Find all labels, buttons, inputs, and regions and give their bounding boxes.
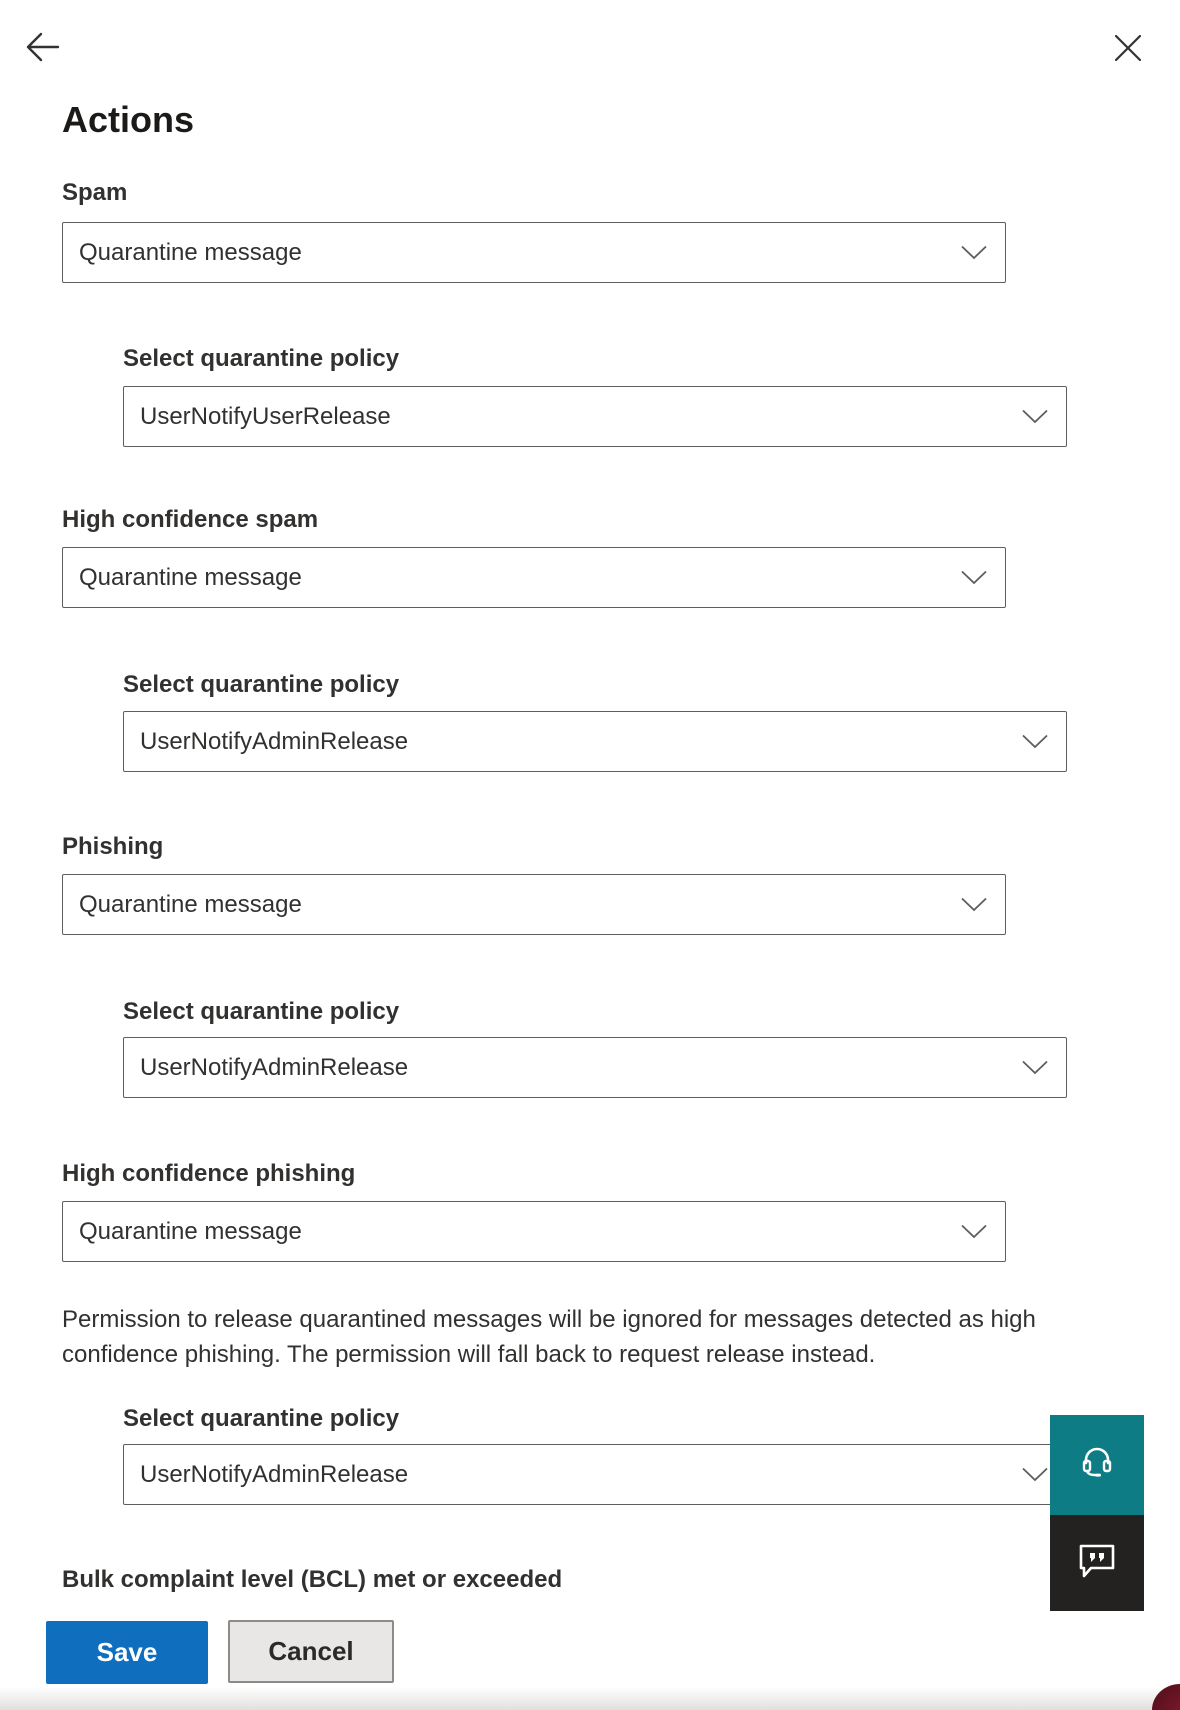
feedback-button[interactable] <box>1050 1515 1144 1611</box>
chevron-down-icon <box>961 245 987 260</box>
label-spam-quarantine-policy: Select quarantine policy <box>123 345 400 372</box>
dropdown-hcs-quarantine-policy-value: UserNotifyAdminRelease <box>140 727 409 755</box>
label-spam: Spam <box>62 179 128 206</box>
chevron-down-icon <box>1022 1060 1048 1075</box>
dropdown-phishing-quarantine-policy-value: UserNotifyAdminRelease <box>140 1053 409 1081</box>
label-phishing-quarantine-policy: Select quarantine policy <box>123 998 400 1025</box>
label-bulk-complaint-level: Bulk complaint level (BCL) met or exceeded <box>62 1566 563 1593</box>
dropdown-spam-quarantine-policy[interactable] <box>123 386 1067 447</box>
label-bulk-complaint-level-clipped <box>62 1565 762 1594</box>
help-support-button[interactable] <box>1050 1415 1144 1515</box>
back-button[interactable] <box>20 25 66 71</box>
chevron-down-icon <box>961 897 987 912</box>
back-arrow-icon <box>24 30 62 67</box>
dropdown-spam-action-value: Quarantine message <box>79 238 302 266</box>
chat-feedback-icon <box>1076 1541 1118 1586</box>
label-hcs-quarantine-policy: Select quarantine policy <box>123 671 400 698</box>
chevron-down-icon <box>1022 409 1048 424</box>
cancel-button[interactable]: Cancel <box>228 1620 394 1683</box>
dropdown-spam-quarantine-policy-value: UserNotifyUserRelease <box>140 402 391 430</box>
label-high-confidence-spam: High confidence spam <box>62 506 319 533</box>
label-high-confidence-phishing: High confidence phishing <box>62 1160 356 1187</box>
dropdown-high-confidence-spam-action[interactable] <box>62 547 1006 608</box>
dropdown-spam-action[interactable] <box>62 222 1006 283</box>
dropdown-hcp-quarantine-policy-value: UserNotifyAdminRelease <box>140 1460 409 1488</box>
dropdown-phishing-quarantine-policy[interactable] <box>123 1037 1067 1098</box>
chevron-down-icon <box>1022 734 1048 749</box>
dropdown-hcp-quarantine-policy[interactable] <box>123 1444 1067 1505</box>
hcp-permission-note: Permission to release quarantined messages will be ignored for messages detected as high confidence phishing. The permission will fall back to request release instead. <box>62 1306 1036 1368</box>
page-title: Actions <box>62 99 195 140</box>
label-phishing: Phishing <box>62 833 164 860</box>
headset-icon <box>1075 1441 1119 1490</box>
chevron-down-icon <box>961 570 987 585</box>
close-icon <box>1113 33 1143 66</box>
dropdown-hcs-quarantine-policy[interactable] <box>123 711 1067 772</box>
save-button[interactable]: Save <box>46 1621 208 1684</box>
label-hcp-quarantine-policy: Select quarantine policy <box>123 1405 400 1432</box>
dropdown-high-confidence-phishing-action[interactable] <box>62 1201 1006 1262</box>
background-art-corner <box>1152 1684 1180 1710</box>
page-bottom-gradient <box>0 1684 1180 1710</box>
dropdown-high-confidence-spam-action-value: Quarantine message <box>79 563 302 591</box>
chevron-down-icon <box>961 1224 987 1239</box>
dropdown-phishing-action-value: Quarantine message <box>79 890 302 918</box>
close-button[interactable] <box>1105 26 1151 72</box>
dropdown-phishing-action[interactable] <box>62 874 1006 935</box>
dropdown-hcp-action-value: Quarantine message <box>79 1217 302 1245</box>
chevron-down-icon <box>1022 1467 1048 1482</box>
